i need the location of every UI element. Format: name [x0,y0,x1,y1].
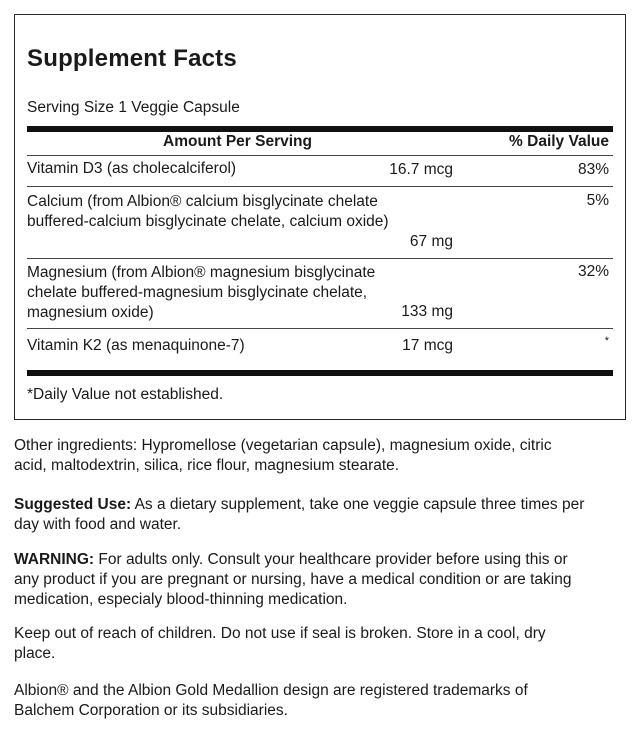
nutrient-line: buffered-calcium bisglycinate chelate, calcium oxide) [27,213,389,230]
nutrient-line: chelate buffered-magnesium bisglycinate chelate, [27,284,368,301]
text-line: Albion® and the Albion Gold Medallion design are registered trademarks of [14,682,528,699]
nutrient-vitamin-d3 [27,159,427,179]
storage-instructions [14,624,626,664]
footnote: *Daily Value not established. [27,386,224,403]
amount-per-serving-header: Amount Per Serving [163,133,312,150]
text-line: Other ingredients: Hypromellose (vegetarian capsule), magnesium oxide, citric [14,437,552,454]
text-line: place. [14,645,56,662]
warning [14,550,626,610]
nutrient-line: Magnesium (from Albion® magnesium bisglycinate [27,264,376,281]
suggested-use [14,495,626,535]
amount-vitamin-d3: 16.7 mcg [389,161,453,178]
nutrient-line: Vitamin K2 (as menaquinone-7) [27,337,245,354]
daily-value-header: % Daily Value [509,133,609,150]
text-line: Keep out of reach of children. Do not use if seal is broken. Store in a cool, dry [14,625,546,642]
text-line: day with food and water. [14,516,182,533]
amount-calcium: 67 mg [409,233,453,250]
other-ingredients [14,436,626,476]
text-line [14,550,626,570]
nutrient-vitamin-k2 [27,336,427,356]
text-line: Balchem Corporation or its subsidiaries. [14,702,288,719]
nutrient-line: Vitamin D3 (as cholecalciferol) [27,160,237,177]
text-line: medication, especialy blood-thinning medication. [14,591,348,608]
amount-vitamin-k2: 17 mcg [402,337,453,354]
nutrient-line: magnesium oxide) [27,304,154,321]
dv-calcium: 5% [586,192,609,209]
row-divider [27,155,613,156]
text-line [14,495,626,515]
text-line: acid, maltodextrin, silica, rice flour, magnesium stearate. [14,457,400,474]
serving-size: Serving Size 1 Veggie Capsule [27,99,240,116]
supplement-facts-panel [14,14,626,420]
nutrient-line: Calcium (from Albion® calcium bisglycinate chelate [27,193,378,210]
dv-vitamin-d3: 83% [577,161,609,178]
text-line: any product if you are pregnant or nursing, have a medical condition or are taking [14,571,572,588]
header-divider [27,126,613,132]
amount-magnesium: 133 mg [401,303,453,320]
row-divider [27,258,613,259]
footer-divider [27,370,613,376]
dv-vitamin-k2: * [604,335,609,347]
row-divider [27,328,613,329]
row-divider [27,186,613,187]
suggested-use-text: As a dietary supplement, take one veggie capsule three times per [131,496,585,513]
facts-title: Supplement Facts [27,45,237,72]
warning-label: WARNING: [14,551,95,568]
warning-text: For adults only. Consult your healthcare provider before using this or [94,551,568,568]
suggested-use-label: Suggested Use: [14,496,132,513]
nutrient-calcium [27,192,427,232]
dv-magnesium: 32% [577,263,609,280]
nutrient-magnesium [27,263,427,323]
trademark-notice [14,681,626,721]
